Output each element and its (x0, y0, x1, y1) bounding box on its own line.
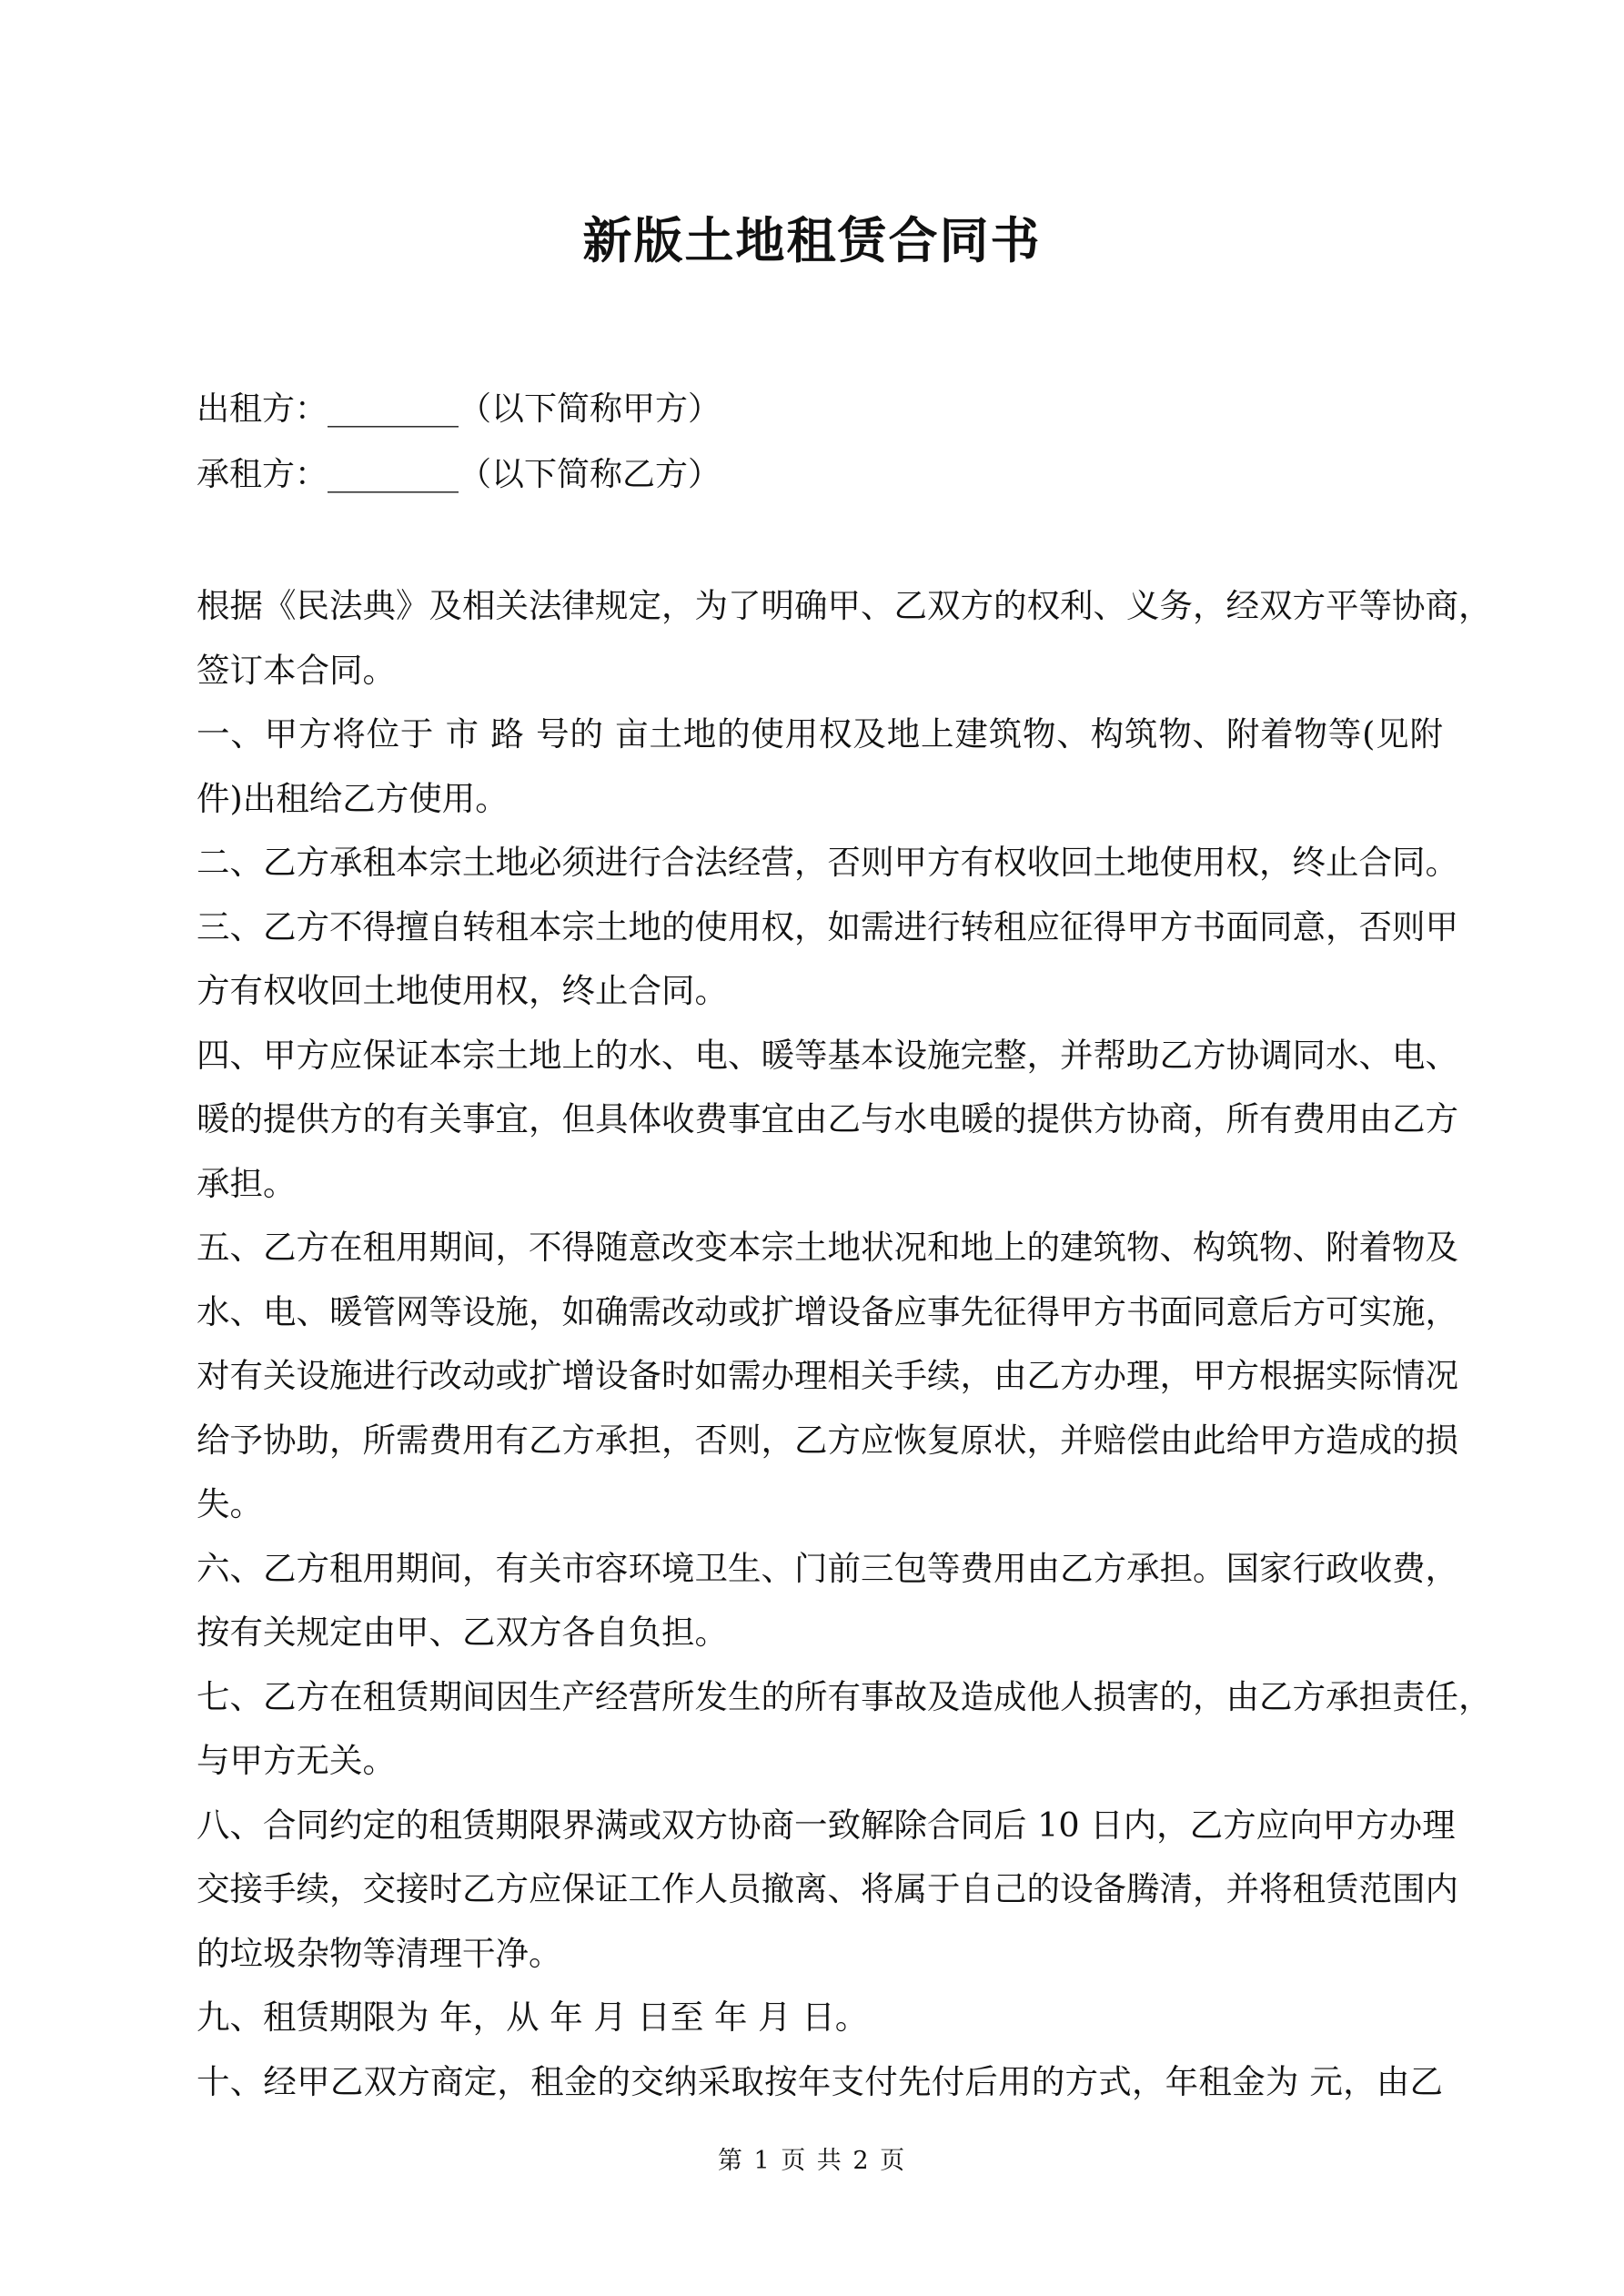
lessee-line: 承租方：________（以下简称乙方） (197, 456, 721, 493)
lessor-line: 出租方：________（以下简称甲方） (197, 390, 721, 428)
text-line: 承担。 (197, 1163, 297, 1203)
text-line: 对有关设施进行改动或扩增设备时如需办理相关手续，由乙方办理，甲方根据实际情况 (197, 1356, 1458, 1395)
text-line: 失。 (197, 1484, 263, 1523)
contract-body (197, 574, 1492, 2114)
text-line: 五、乙方在租用期间，不得随意改变本宗土地状况和地上的建筑物、构筑物、附着物及 (197, 1228, 1458, 1267)
text-line: 二、乙方承租本宗土地必须进行合法经营，否则甲方有权收回土地使用权，终止合同。 (197, 843, 1458, 882)
text-line: 方有权收回土地使用权，终止合同。 (197, 971, 728, 1010)
text-line: 件)出租给乙方使用。 (197, 778, 509, 818)
page-number: 第 1 页 共 2 页 (717, 2147, 907, 2175)
text-line: 签订本合同。 (197, 650, 396, 690)
text-line: 一、甲方将位于 市 路 号的 亩土地的使用权及地上建筑物、构筑物、附着物等(见附 (197, 714, 1443, 754)
text-line: 与甲方无关。 (197, 1741, 396, 1780)
text-line: 给予协助，所需费用有乙方承担，否则，乙方应恢复原状，并赔偿由此给甲方造成的损 (197, 1420, 1458, 1460)
text-line: 按有关规定由甲、乙双方各自负担。 (197, 1613, 728, 1652)
text-line: 六、乙方租用期间，有关市容环境卫生、门前三包等费用由乙方承担。国家行政收费， (197, 1548, 1458, 1588)
text-line: 水、电、暖管网等设施，如确需改动或扩增设备应事先征得甲方书面同意后方可实施， (197, 1291, 1458, 1331)
text-line: 九、租赁期限为 年，从 年 月 日至 年 月 日。 (197, 1998, 869, 2037)
text-line: 暖的提供方的有关事宜，但具体收费事宜由乙与水电暖的提供方协商，所有费用由乙方 (197, 1099, 1458, 1138)
text-line: 交接手续，交接时乙方应保证工作人员撤离、将属于自己的设备腾清，并将租赁范围内 (197, 1869, 1458, 1908)
text-line: 八、合同约定的租赁期限界满或双方协商一致解除合同后 10 日内，乙方应向甲方办理 (197, 1805, 1456, 1845)
text-line: 的垃圾杂物等清理干净。 (197, 1933, 562, 1973)
text-line: 三、乙方不得擅自转租本宗土地的使用权，如需进行转租应征得甲方书面同意，否则甲 (197, 906, 1458, 946)
text-line: 四、甲方应保证本宗土地上的水、电、暖等基本设施完整，并帮助乙方协调同水、电、 (197, 1035, 1458, 1075)
document-title: 新版土地租赁合同书 (582, 211, 1042, 269)
text-line: 根据《民法典》及相关法律规定，为了明确甲、乙双方的权利、义务，经双方平等协商， (197, 586, 1492, 625)
text-line: 十、经甲乙双方商定，租金的交纳采取按年支付先付后用的方式，年租金为 元，由乙 (197, 2061, 1443, 2101)
text-line: 七、乙方在租赁期间因生产经营所发生的所有事故及造成他人损害的，由乙方承担责任， (197, 1676, 1492, 1716)
